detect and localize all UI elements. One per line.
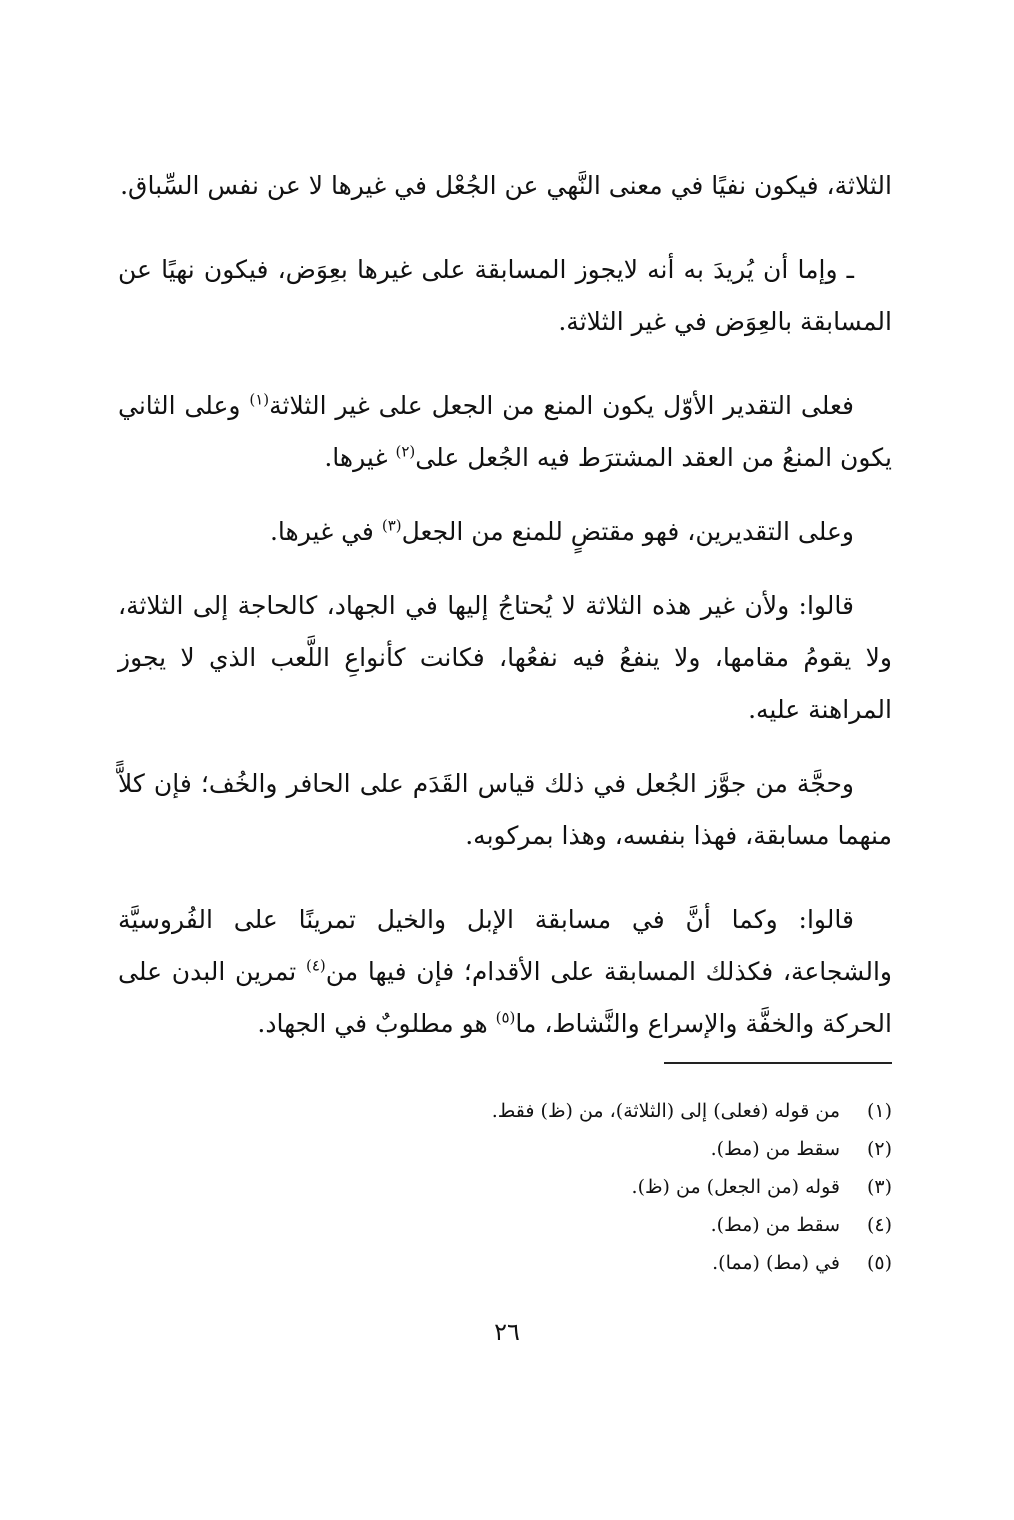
paragraph-text: تمرين البدن على الحركة والخفَّة والإسراع والنَّشاط، ما (118, 957, 892, 1038)
paragraph-6 (118, 758, 892, 862)
footnote-text: سقط من (مط). (710, 1214, 840, 1236)
footnote-item (118, 1130, 892, 1168)
paragraph-text: قالوا: ولأن غير هذه الثلاثة لا يُحتاجُ إليها في الجهاد، كالحاجة إلى الثلاثة، ولا يقومُ مقامها، ولا ينفعُ فيه نفعُها، فكانت كأنواعِ اللَّعب الذي لا يجوز المراهنة عليه. (118, 591, 892, 724)
paragraph-text: هو مطلوبٌ في الجهاد. (257, 1009, 496, 1038)
footnote-item (118, 1092, 892, 1130)
footnote-item (118, 1244, 892, 1282)
paragraph-text: فعلى التقدير الأوّل يكون المنع من الجعل على غير الثلاثة (269, 391, 854, 420)
footnote-number: (٤) (866, 1214, 892, 1236)
footnote-ref-1[interactable]: (١) (249, 390, 270, 409)
footnote-number: (٥) (866, 1252, 892, 1274)
footnote-item (118, 1206, 892, 1244)
footnote-text: قوله (من الجعل) من (ظ). (631, 1176, 840, 1198)
paragraph-1 (118, 160, 892, 212)
paragraph-text: قالوا: وكما أنَّ في مسابقة الإبل والخيل تمرينًا على الفُروسيَّة والشجاعة، فكذلك المسابقة على الأقدام؛ فإن فيها من (118, 905, 893, 986)
page-number: ٢٦ (494, 1318, 520, 1346)
paragraph-2 (118, 244, 892, 348)
footnote-ref-5[interactable]: (٥) (495, 1008, 516, 1027)
paragraph-text: وحجَّة من جوَّز الجُعل في ذلك قياس القَدَم على الحافر والخُف؛ فإن كلاًّ منهما مسابقة، فهذا بنفسه، وهذا بمركوبه. (118, 769, 892, 850)
paragraph-text: وعلى الثاني يكون المنعُ من العقد المشترَط فيه الجُعل على (118, 391, 892, 472)
paragraph-text: وعلى التقديرين، فهو مقتضٍ للمنع من الجعل (401, 517, 854, 546)
footnote-number: (٣) (866, 1176, 892, 1198)
footnote-text: سقط من (مط). (710, 1138, 840, 1160)
footnotes-list (118, 1092, 892, 1282)
footnote-number: (٢) (866, 1138, 892, 1160)
footnote-text: من قوله (فعلى) إلى (الثلاثة)، من (ظ) فقط. (491, 1100, 840, 1122)
paragraph-7 (118, 894, 892, 1050)
paragraph-4 (118, 506, 892, 558)
footnote-ref-3[interactable]: (٣) (381, 516, 402, 535)
footnote-item (118, 1168, 892, 1206)
paragraph-text: في غيرها. (269, 517, 382, 546)
paragraph-3 (118, 380, 892, 484)
footnote-number: (١) (866, 1100, 892, 1122)
paragraph-text: الثلاثة، فيكون نفيًا في معنى النَّهي عن الجُعْل في غيرها لا عن نفس السِّباق. (120, 171, 892, 200)
footnote-divider (664, 1062, 892, 1064)
paragraph-text: غيرها. (324, 443, 396, 472)
paragraph-5 (118, 580, 892, 736)
main-text (118, 160, 892, 1050)
footnote-text: في (مط) (مما). (712, 1252, 840, 1274)
footnote-ref-2[interactable]: (٢) (395, 442, 416, 461)
footnote-ref-4[interactable]: (٤) (305, 956, 326, 975)
paragraph-text: ـ وإما أن يُريدَ به أنه لايجوز المسابقة على غيرها بعِوَض، فيكون نهيًا عن المسابقة بالعِوَض في غير الثلاثة. (118, 255, 892, 336)
